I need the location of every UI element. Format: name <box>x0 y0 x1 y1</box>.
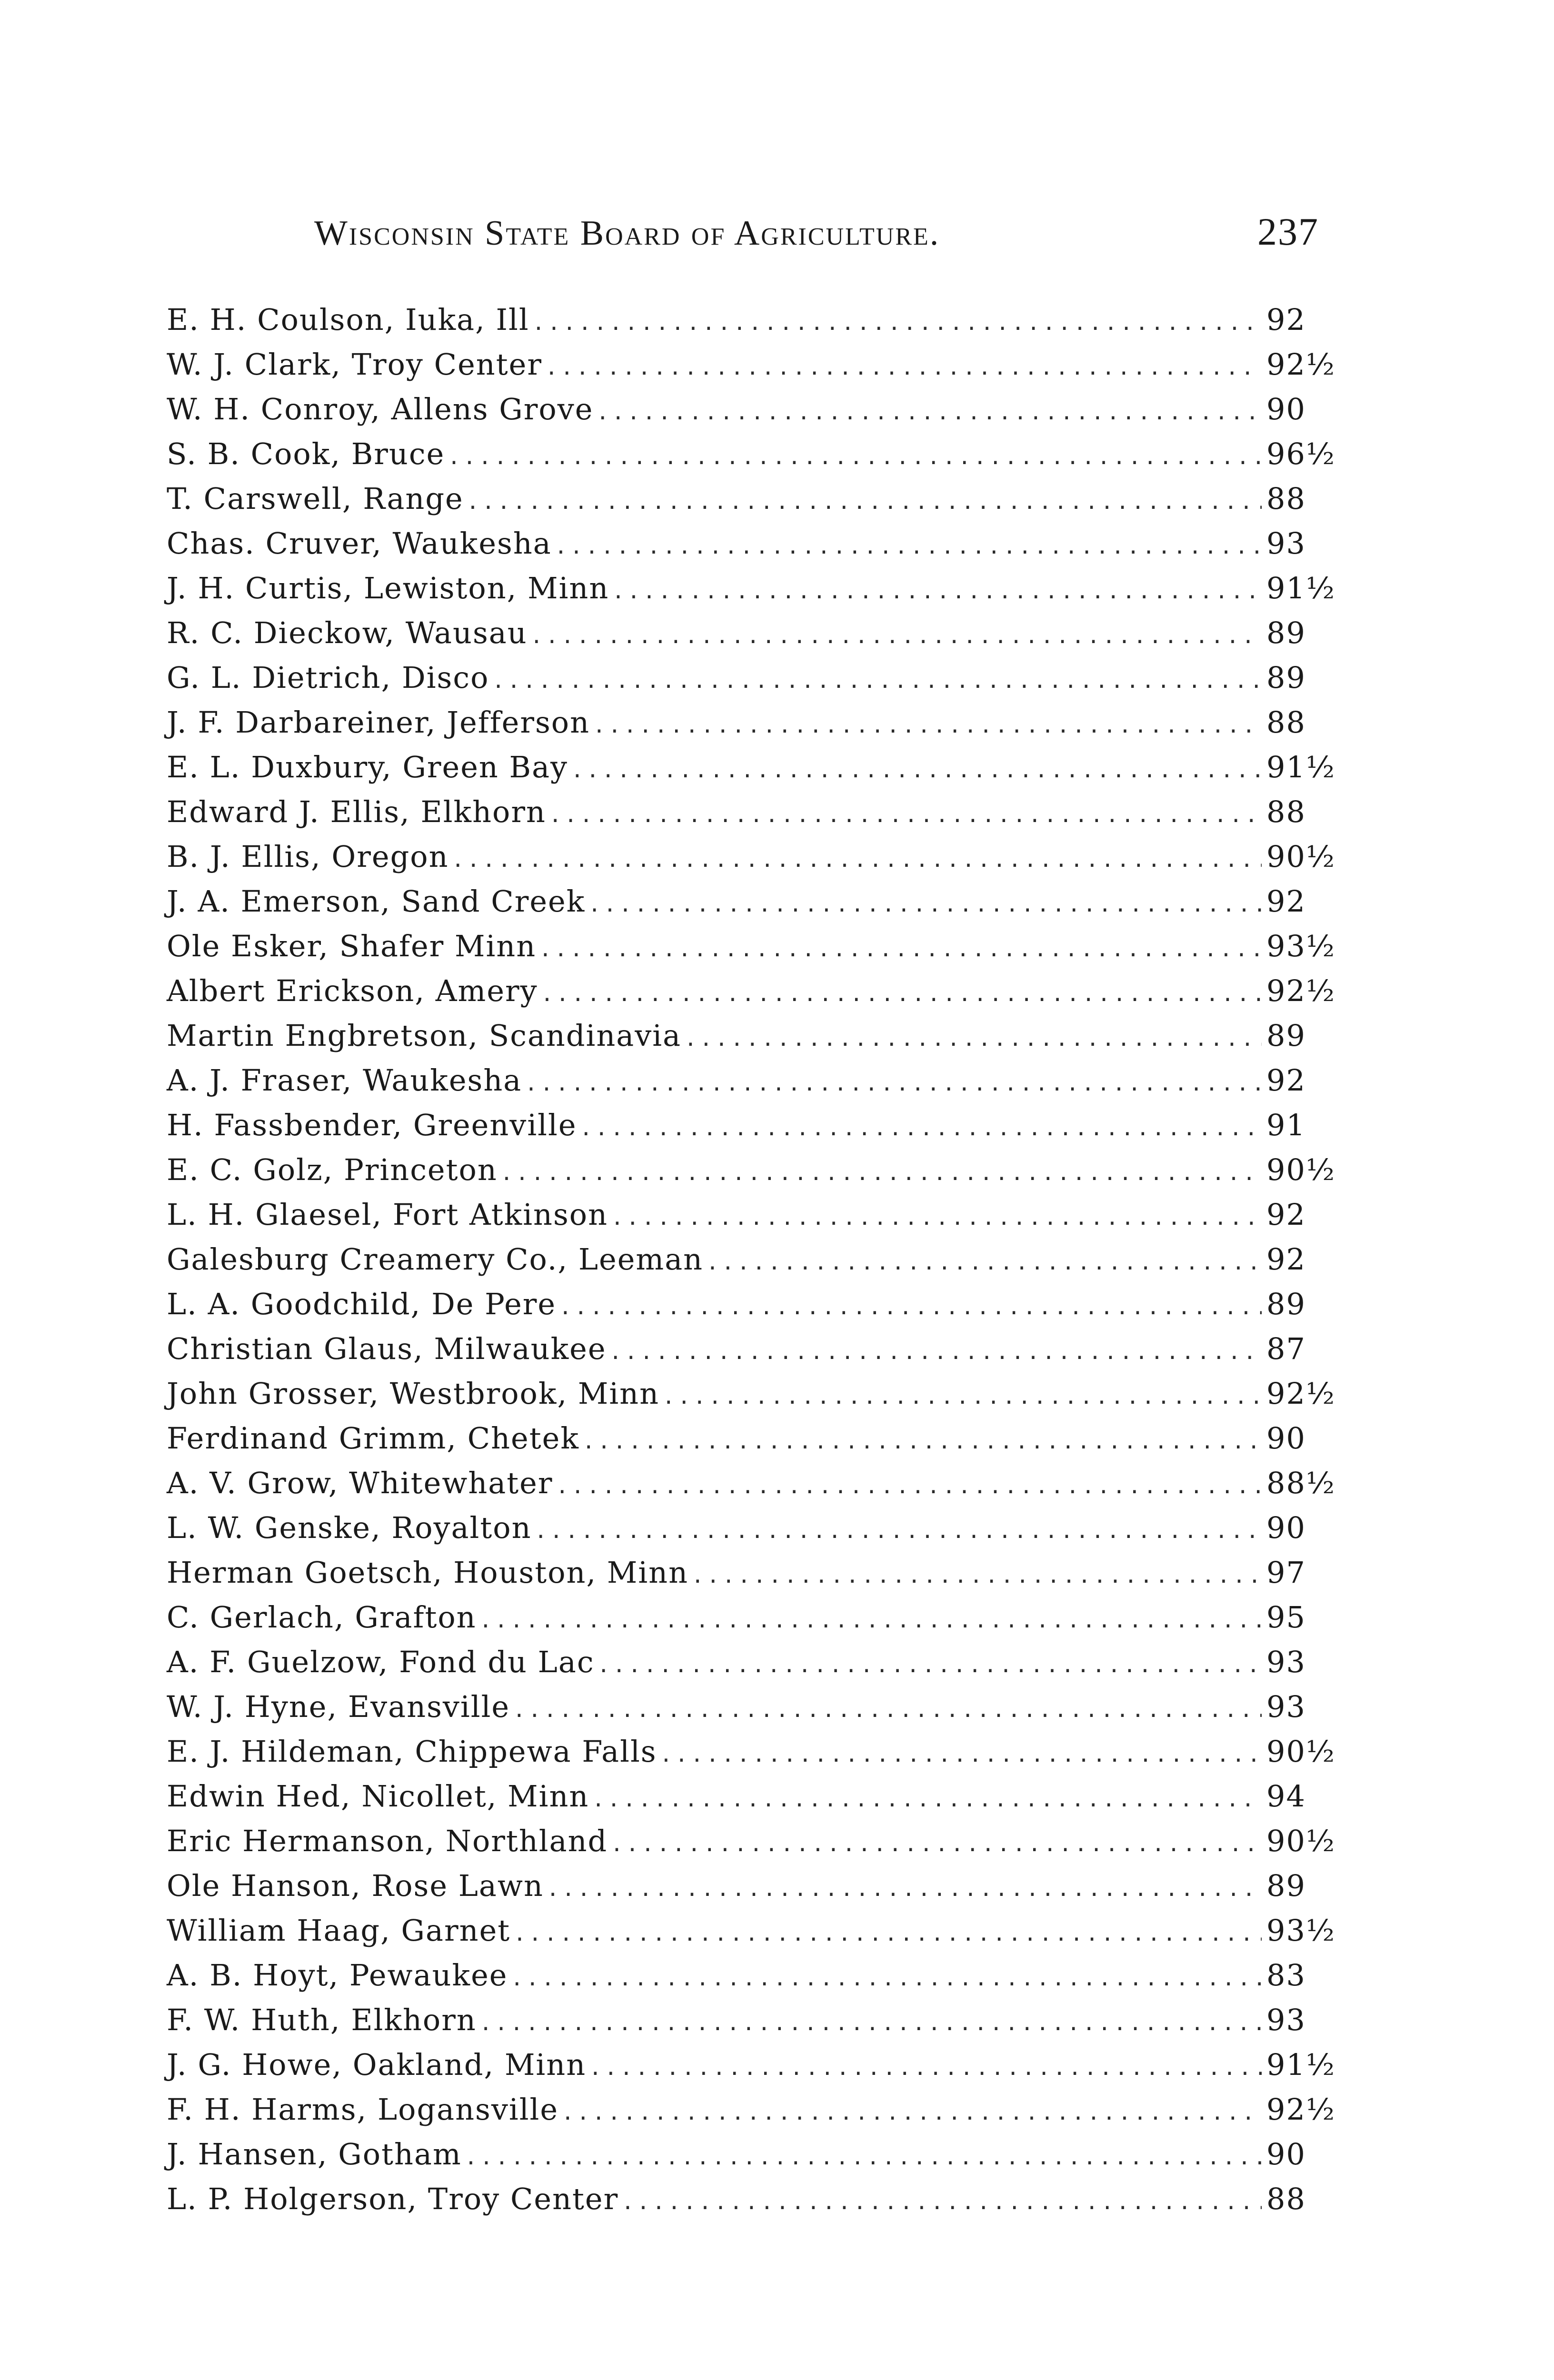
dot-leader <box>610 1832 1262 1856</box>
list-item <box>167 2182 1338 2226</box>
entry-score: 93 <box>1266 526 1306 561</box>
list-item <box>167 750 1338 794</box>
list-item <box>167 1734 1338 1779</box>
list-item <box>167 1645 1338 1689</box>
dot-leader <box>612 579 1262 604</box>
entry-score: 93½ <box>1266 1913 1335 1948</box>
entry-name: Edward J. Ellis, Elkhorn <box>167 794 546 829</box>
entry-score: 90 <box>1266 392 1306 426</box>
list-item <box>167 884 1338 929</box>
dot-leader <box>609 1340 1262 1364</box>
entry-name: A. F. Guelzow, Fond du Lac <box>167 1645 595 1679</box>
entry-score: 90½ <box>1266 1824 1335 1858</box>
entry-name: A. J. Fraser, Waukesha <box>167 1063 522 1098</box>
entry-score: 89 <box>1266 615 1306 650</box>
list-item <box>167 973 1338 1018</box>
list-item <box>167 1287 1338 1331</box>
dot-leader <box>532 311 1262 335</box>
dot-leader <box>547 1877 1262 1901</box>
entry-score: 89 <box>1266 660 1306 695</box>
list-item <box>167 1018 1338 1063</box>
dot-leader <box>580 1116 1262 1140</box>
entry-score: 88 <box>1266 481 1306 516</box>
entry-name: Martin Engbretson, Scandinavia <box>167 1018 682 1053</box>
entry-name: R. C. Dieckow, Wausau <box>167 615 528 650</box>
entry-name: F. W. Huth, Elkhorn <box>167 2003 477 2037</box>
list-item <box>167 436 1338 481</box>
dot-leader <box>535 1519 1262 1543</box>
entry-name: A. B. Hoyt, Pewaukee <box>167 1958 508 1993</box>
list-item <box>167 1242 1338 1287</box>
list-item <box>167 1600 1338 1645</box>
entry-score: 92 <box>1266 302 1306 337</box>
entry-name: A. V. Grow, Whitewhater <box>167 1466 553 1500</box>
list-item <box>167 1108 1338 1152</box>
dot-leader <box>530 624 1262 648</box>
list-item <box>167 929 1338 973</box>
entry-score: 90½ <box>1266 1734 1335 1769</box>
list-item <box>167 1421 1338 1466</box>
entry-name: J. F. Darbareiner, Jefferson <box>167 705 590 740</box>
entry-name: L. P. Holgerson, Troy Center <box>167 2182 619 2216</box>
dot-leader <box>549 803 1262 827</box>
list-item <box>167 1779 1338 1824</box>
entry-name: William Haag, Garnet <box>167 1913 511 1948</box>
dot-leader <box>593 714 1262 738</box>
entry-score: 97 <box>1266 1555 1306 1590</box>
list-item <box>167 2003 1338 2047</box>
entry-score: 93 <box>1266 1645 1306 1679</box>
dot-leader <box>492 669 1262 693</box>
entry-score: 94 <box>1266 1779 1306 1814</box>
entry-score: 88½ <box>1266 1466 1335 1500</box>
running-head <box>314 209 1319 262</box>
dot-leader <box>500 1161 1262 1185</box>
entry-name: J. G. Howe, Oakland, Minn <box>167 2047 587 2082</box>
entry-score: 90 <box>1266 2137 1306 2172</box>
page-header-title: Wisconsin State Board of Agriculture. <box>314 214 940 253</box>
entry-name: L. W. Genske, Royalton <box>167 1510 532 1545</box>
entry-name: E. J. Hildeman, Chippewa Falls <box>167 1734 657 1769</box>
entry-score: 92½ <box>1266 1376 1335 1411</box>
entry-score: 95 <box>1266 1600 1306 1635</box>
list-item <box>167 1376 1338 1421</box>
list-item <box>167 1197 1338 1242</box>
list-item <box>167 1958 1338 2003</box>
dot-leader <box>598 1653 1262 1677</box>
dot-leader <box>592 1787 1262 1812</box>
dot-leader <box>510 1966 1262 1991</box>
list-item <box>167 2137 1338 2182</box>
entry-score: 91½ <box>1266 750 1335 784</box>
entry-name: W. J. Clark, Troy Center <box>167 347 542 382</box>
entry-name: Christian Glaus, Milwaukee <box>167 1331 607 1366</box>
list-item <box>167 526 1338 571</box>
dot-leader <box>479 1608 1262 1633</box>
entry-score: 89 <box>1266 1868 1306 1903</box>
entry-name: B. J. Ellis, Oregon <box>167 839 449 874</box>
list-item <box>167 1331 1338 1376</box>
entry-score: 88 <box>1266 705 1306 740</box>
list-item <box>167 794 1338 839</box>
dot-leader <box>611 1206 1262 1230</box>
entry-name: E. C. Golz, Princeton <box>167 1152 498 1187</box>
entry-name: G. L. Dietrich, Disco <box>167 660 489 695</box>
list-item <box>167 660 1338 705</box>
dot-leader <box>621 2190 1262 2214</box>
dot-leader <box>513 1922 1262 1946</box>
entry-score: 93 <box>1266 2003 1306 2037</box>
entry-name: Chas. Cruver, Waukesha <box>167 526 552 561</box>
entry-score: 92½ <box>1266 973 1335 1008</box>
score-list <box>167 302 1338 2226</box>
dot-leader <box>684 1027 1262 1051</box>
entry-name: W. H. Conroy, Allens Grove <box>167 392 594 426</box>
entry-name: C. Gerlach, Grafton <box>167 1600 477 1635</box>
entry-score: 96½ <box>1266 436 1335 471</box>
entry-score: 91 <box>1266 1108 1306 1142</box>
entry-score: 92½ <box>1266 2092 1335 2127</box>
entry-score: 91½ <box>1266 2047 1335 2082</box>
list-item <box>167 1152 1338 1197</box>
entry-name: L. A. Goodchild, De Pere <box>167 1287 557 1321</box>
entry-name: Edwin Hed, Nicollet, Minn <box>167 1779 589 1814</box>
entry-score: 90 <box>1266 1510 1306 1545</box>
dot-leader <box>561 2101 1262 2125</box>
entry-score: 90 <box>1266 1421 1306 1456</box>
entry-name: Galesburg Creamery Co., Leeman <box>167 1242 704 1277</box>
dot-leader <box>479 2011 1262 2035</box>
dot-leader <box>691 1564 1262 1588</box>
list-item <box>167 839 1338 884</box>
dot-leader <box>525 1071 1262 1096</box>
entry-name: John Grosser, Westbrook, Minn <box>167 1376 660 1411</box>
entry-name: W. J. Hyne, Evansville <box>167 1689 510 1724</box>
entry-score: 90½ <box>1266 1152 1335 1187</box>
entry-name: E. L. Duxbury, Green Bay <box>167 750 568 784</box>
entry-name: Ole Hanson, Rose Lawn <box>167 1868 544 1903</box>
entry-score: 93 <box>1266 1689 1306 1724</box>
list-item <box>167 705 1338 750</box>
entry-score: 87 <box>1266 1331 1306 1366</box>
dot-leader <box>556 1474 1262 1498</box>
dot-leader <box>571 758 1262 783</box>
dot-leader <box>448 445 1262 469</box>
page-number: 237 <box>1257 210 1319 253</box>
list-item <box>167 1466 1338 1510</box>
entry-score: 83 <box>1266 1958 1306 1993</box>
entry-score: 89 <box>1266 1287 1306 1321</box>
list-item <box>167 1868 1338 1913</box>
dot-leader <box>706 1250 1262 1275</box>
entry-name: F. H. Harms, Logansville <box>167 2092 559 2127</box>
entry-name: Ole Esker, Shafer Minn <box>167 929 537 963</box>
dot-leader <box>467 490 1262 514</box>
dot-leader <box>555 535 1262 559</box>
entry-name: Eric Hermanson, Northland <box>167 1824 608 1858</box>
list-item <box>167 1063 1338 1108</box>
dot-leader <box>559 1295 1262 1319</box>
list-item <box>167 1510 1338 1555</box>
dot-leader <box>465 2145 1262 2170</box>
dot-leader <box>452 848 1262 872</box>
entry-score: 92 <box>1266 1063 1306 1098</box>
entry-name: S. B. Cook, Bruce <box>167 436 445 471</box>
entry-score: 91½ <box>1266 571 1335 605</box>
entry-score: 92 <box>1266 1197 1306 1232</box>
dot-leader <box>589 2056 1262 2080</box>
entry-score: 88 <box>1266 2182 1306 2216</box>
entry-score: 92 <box>1266 1242 1306 1277</box>
list-item <box>167 571 1338 615</box>
dot-leader <box>545 356 1262 380</box>
entry-name: J. Hansen, Gotham <box>167 2137 462 2172</box>
entry-name: Albert Erickson, Amery <box>167 973 538 1008</box>
dot-leader <box>541 982 1262 1006</box>
list-item <box>167 2092 1338 2137</box>
list-item <box>167 1824 1338 1868</box>
entry-score: 92 <box>1266 884 1306 919</box>
list-item <box>167 1689 1338 1734</box>
entry-score: 93½ <box>1266 929 1335 963</box>
entry-name: T. Carswell, Range <box>167 481 464 516</box>
entry-name: Herman Goetsch, Houston, Minn <box>167 1555 689 1590</box>
list-item <box>167 347 1338 392</box>
list-item <box>167 302 1338 347</box>
entry-name: H. Fassbender, Greenville <box>167 1108 577 1142</box>
entry-score: 92½ <box>1266 347 1335 382</box>
dot-leader <box>582 1429 1262 1454</box>
dot-leader <box>539 937 1262 962</box>
list-item <box>167 1913 1338 1958</box>
entry-score: 90½ <box>1266 839 1335 874</box>
entry-name: E. H. Coulson, Iuka, Ill <box>167 302 529 337</box>
entry-name: J. H. Curtis, Lewiston, Minn <box>167 571 609 605</box>
list-item <box>167 2047 1338 2092</box>
list-item <box>167 481 1338 526</box>
list-item <box>167 1555 1338 1600</box>
dot-leader <box>662 1385 1262 1409</box>
entry-name: L. H. Glaesel, Fort Atkinson <box>167 1197 608 1232</box>
dot-leader <box>588 892 1262 917</box>
entry-name: J. A. Emerson, Sand Creek <box>167 884 586 919</box>
dot-leader <box>660 1743 1262 1767</box>
entry-score: 89 <box>1266 1018 1306 1053</box>
list-item <box>167 615 1338 660</box>
dot-leader <box>513 1698 1262 1722</box>
entry-score: 88 <box>1266 794 1306 829</box>
list-item <box>167 392 1338 436</box>
dot-leader <box>596 400 1262 425</box>
entry-name: Ferdinand Grimm, Chetek <box>167 1421 579 1456</box>
